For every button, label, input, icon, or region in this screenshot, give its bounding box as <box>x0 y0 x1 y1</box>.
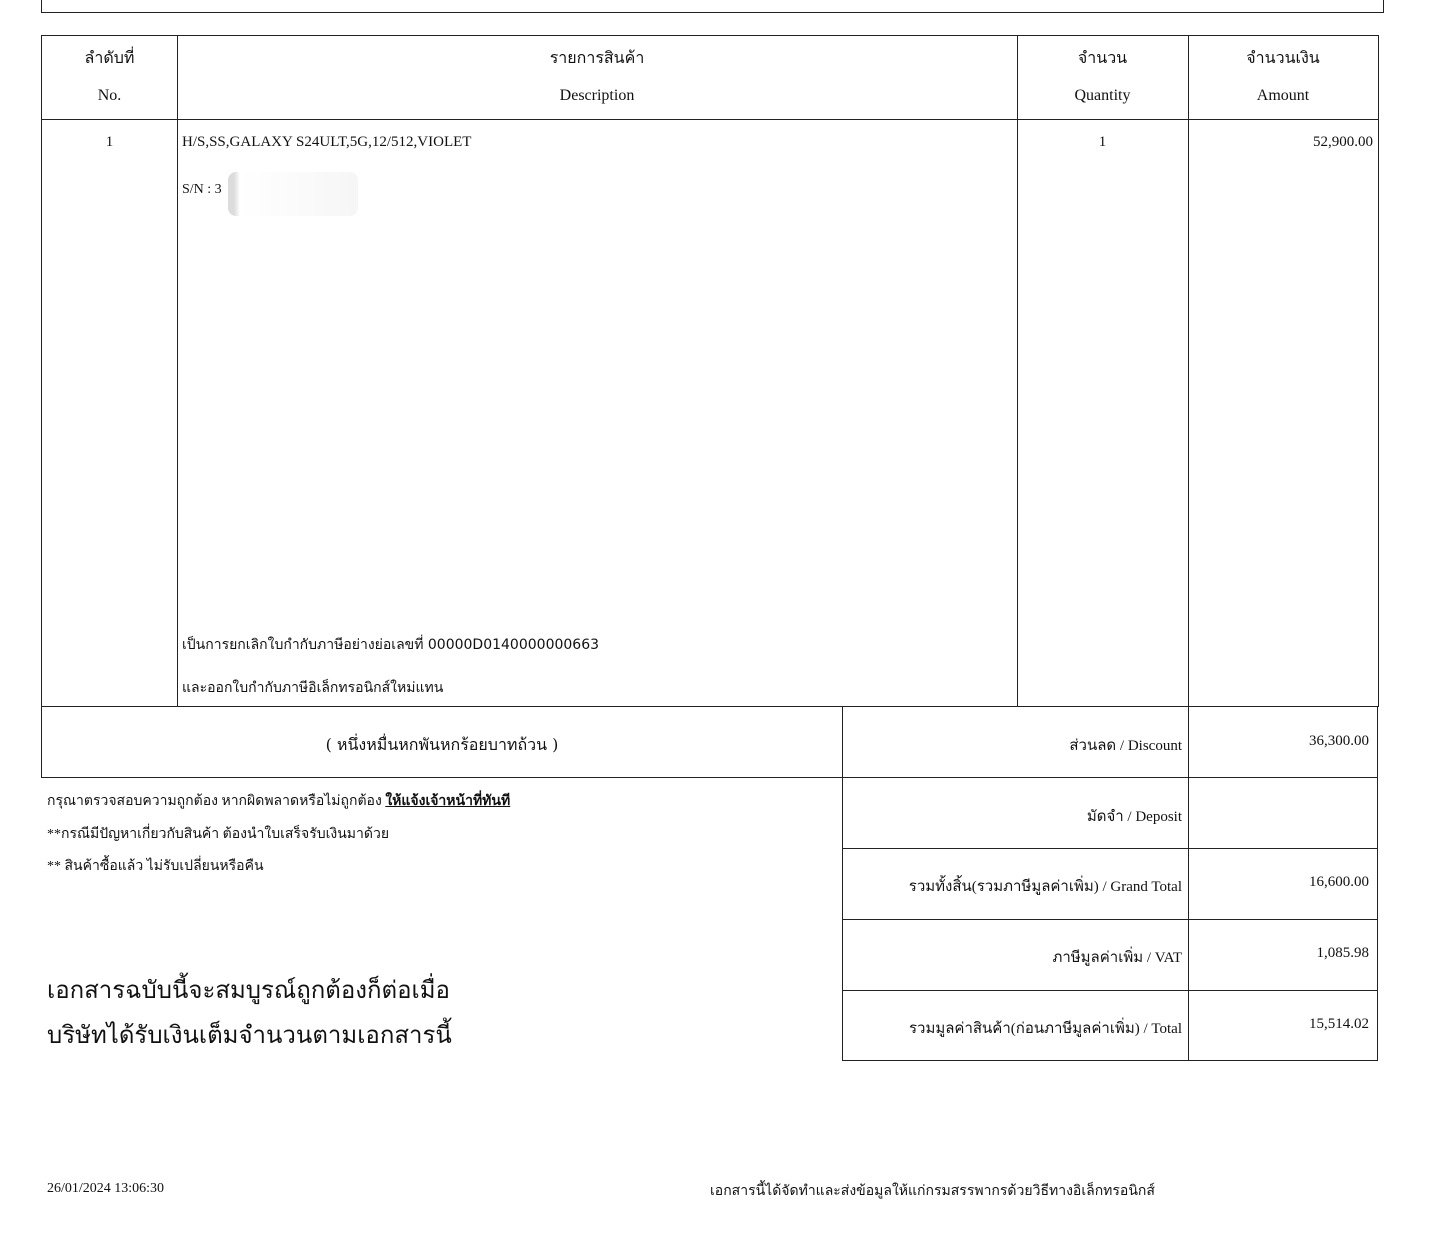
previous-section-frame <box>41 0 1384 13</box>
total-label: รวมมูลค่าสินค้า(ก่อนภาษีมูลค่าเพิ่ม) / Total <box>908 1021 1182 1037</box>
note-line-1-text: กรุณาตรวจสอบความถูกต้อง หากผิดพลาดหรือไม่ถูกต้อง <box>47 794 386 809</box>
discount-value: 36,300.00 <box>1309 733 1369 749</box>
remark-line-2: และออกใบกำกับภาษีอิเล็กทรอนิกส์ใหม่แทน <box>182 680 444 696</box>
header-quantity-th: จำนวน <box>1077 50 1128 67</box>
header-quantity-en: Quantity <box>1074 87 1131 104</box>
summary-row-divider <box>842 990 1378 991</box>
grand-total-label: รวมทั้งสิ้น(รวมภาษีมูลค่าเพิ่ม) / Grand Total <box>908 879 1182 895</box>
summary-row-divider <box>842 848 1378 849</box>
summary-row-divider <box>842 777 1378 778</box>
header-amount-th: จำนวนเงิน <box>1246 50 1320 67</box>
summary-divider <box>1188 706 1189 1061</box>
validity-line-2: บริษัทได้รับเงินเต็มจำนวนตามเอกสารนี้ <box>47 1021 452 1049</box>
print-timestamp: 26/01/2024 13:06:30 <box>47 1181 165 1196</box>
header-description-en: Description <box>559 87 635 104</box>
items-table <box>41 35 1379 707</box>
item-serial: S/N : 3 <box>182 182 222 197</box>
vat-value: 1,085.98 <box>1316 945 1369 961</box>
vat-label: ภาษีมูลค่าเพิ่ม / VAT <box>1052 950 1182 966</box>
note-line-2: **กรณีมีปัญหาเกี่ยวกับสินค้า ต้องนำใบเสร็จรับเงินมาด้วย <box>47 827 390 842</box>
e-document-note: เอกสารนี้ได้จัดทำและส่งข้อมูลให้แก่กรมสรรพากรด้วยวิธีทางอิเล็กทรอนิกส์ <box>710 1184 1155 1199</box>
grand-total-value: 16,600.00 <box>1309 874 1369 890</box>
column-divider <box>177 36 178 706</box>
note-line-3: ** สินค้าซื้อแล้ว ไม่รับเปลี่ยนหรือคืน <box>47 859 264 874</box>
note-line-1 <box>47 790 510 812</box>
deposit-label: มัดจำ / Deposit <box>1086 809 1182 825</box>
validity-line-1: เอกสารฉบับนี้จะสมบูรณ์ถูกต้องก็ต่อเมื่อ <box>47 976 450 1004</box>
item-amount: 52,900.00 <box>1313 134 1373 150</box>
summary-row-divider <box>842 919 1378 920</box>
item-quantity: 1 <box>1098 134 1107 150</box>
header-description-th: รายการสินค้า <box>549 50 645 67</box>
discount-label: ส่วนลด / Discount <box>1069 738 1182 754</box>
header-amount-en: Amount <box>1256 87 1310 104</box>
item-no: 1 <box>105 134 114 150</box>
header-divider <box>42 119 1378 120</box>
total-value: 15,514.02 <box>1309 1016 1369 1032</box>
remark-line-1: เป็นการยกเลิกใบกำกับภาษีอย่างย่อเลขที่ 00000D0140000000663 <box>182 637 600 653</box>
item-description: H/S,SS,GALAXY S24ULT,5G,12/512,VIOLET <box>182 134 472 150</box>
amount-in-words: ( หนึ่งหมื่นหกพันหกร้อยบาทถ้วน ) <box>325 735 559 754</box>
header-no-en: No. <box>97 87 122 104</box>
note-line-1-emphasis: ให้แจ้งเจ้าหน้าที่ทันที <box>385 794 511 809</box>
redacted-serial <box>228 172 358 216</box>
header-no-th: ลำดับที่ <box>84 50 135 67</box>
